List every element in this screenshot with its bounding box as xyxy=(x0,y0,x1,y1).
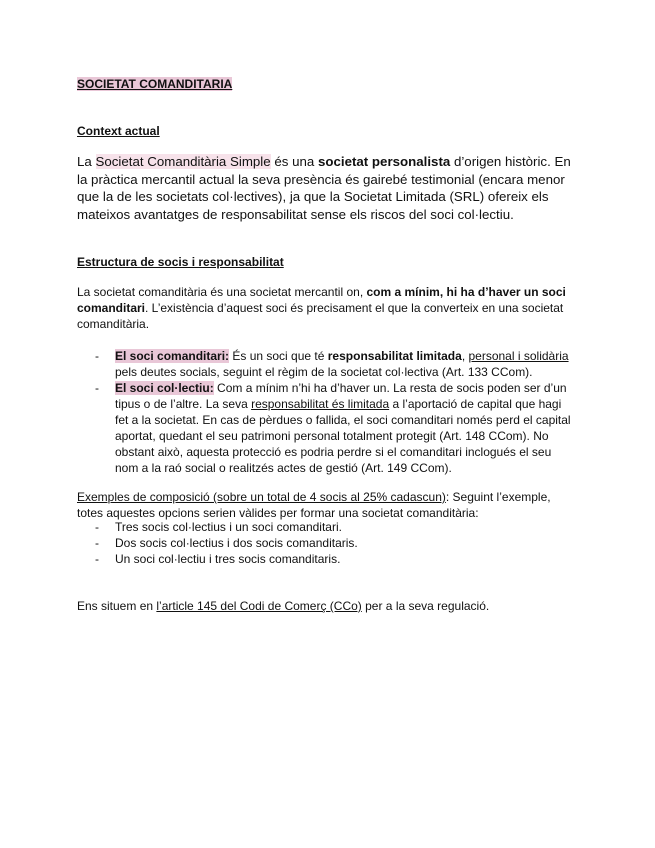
structure-intro xyxy=(77,284,577,332)
list-dash: - xyxy=(95,520,99,534)
regulation-article-link: l’article 145 del Codi de Comerç (CCo) xyxy=(156,599,362,613)
structure-intro-pre: La societat comanditària és una societat mercantil on, xyxy=(77,285,367,299)
bullet-soci-comanditari: El soci comanditari: És un soci que té responsabilitat limitada, personal i solidària pels deutes socials, seguint el règim de la societat col·lectiva (Art. 133 CCom). xyxy=(115,349,569,379)
list-dash: - xyxy=(95,552,99,566)
context-text-pre: La xyxy=(77,154,96,169)
regulation-text-rest: per a la seva regulació. xyxy=(361,599,490,613)
structure-heading: Estructura de socis i responsabilitat xyxy=(77,255,284,269)
list-item: Dos socis col·lectius i dos socis comanditaris. xyxy=(115,536,358,550)
bullet-label-comanditari: El soci comanditari: xyxy=(115,349,230,363)
bullet-text-pre: És un soci que té xyxy=(229,349,328,363)
list-item: Un soci col·lectiu i tres socis comanditaris. xyxy=(115,552,341,566)
examples-intro-underlined: Exemples de composició (sobre un total de 4 socis al 25% cadascun) xyxy=(77,490,446,504)
document-title-text: SOCIETAT COMANDITARIA xyxy=(77,77,233,91)
structure-intro-bold: com a mínim, hi ha d’haver un soci comanditari xyxy=(77,285,566,315)
bullet-underlined-text: personal i solidària xyxy=(468,349,569,363)
examples-intro-rest: : Seguint l’exemple, totes aquestes opcions serien vàlides per formar una societat comanditària: xyxy=(77,490,551,520)
bullet-text-pre: Com a mínim n’hi ha d’haver un. La resta de socis poden ser d’un tipus o de l’altre. La seva xyxy=(115,381,567,411)
regulation-text-pre: Ens situem en xyxy=(77,599,157,613)
context-paragraph xyxy=(77,153,579,223)
bullet-text-rest: a l’aportació de capital que hagi fet a la societat. En cas de pèrdues o fallida, el soci comanditari només perd el capital aportat, quedant el seu patrimoni personal totalment protegit (Art. 148 CCom). No obstant això, aquesta protecció es podria perdre si el comanditari inclogués el seu nom a la raó social o realitzés actes de gestió (Art. 149 CCom). xyxy=(115,397,571,475)
bullet-bold-text: responsabilitat limitada xyxy=(327,349,462,363)
regulation-paragraph xyxy=(77,598,577,614)
list-dash: - xyxy=(95,536,99,550)
context-heading: Context actual xyxy=(77,124,160,138)
document-title xyxy=(77,77,232,91)
examples-intro xyxy=(77,489,577,521)
bullet-dash: - xyxy=(95,349,99,363)
context-term-highlight: Societat Comanditària Simple xyxy=(95,154,271,169)
bullet-soci-collectiu xyxy=(115,380,575,476)
list-item: Tres socis col·lectius i un soci comanditari. xyxy=(115,520,342,534)
bullet-dash: - xyxy=(95,381,99,395)
context-text-mid: és una xyxy=(270,154,318,169)
bullet-underlined-text: responsabilitat és limitada xyxy=(251,397,390,411)
context-text-rest: d’origen històric. En la pràctica mercantil actual la seva presència és gairebé testimonial (encara menor que la de les societats col·lectives), ja que la Societat Limitada (SRL) ofereix els mateixos avantatges de responsabilitat sense els riscos del soci col·lectiu. xyxy=(77,154,571,222)
bullet-text-rest: pels deutes socials, seguint el règim de la societat col·lectiva (Art. 133 CCom). xyxy=(115,365,533,379)
bullet-label-collectiu: El soci col·lectiu: xyxy=(115,381,214,395)
context-bold-term: societat personalista xyxy=(317,154,451,169)
structure-intro-rest: . L’existència d’aquest soci és precisament el que la converteix en una societat comanditària. xyxy=(77,301,564,331)
